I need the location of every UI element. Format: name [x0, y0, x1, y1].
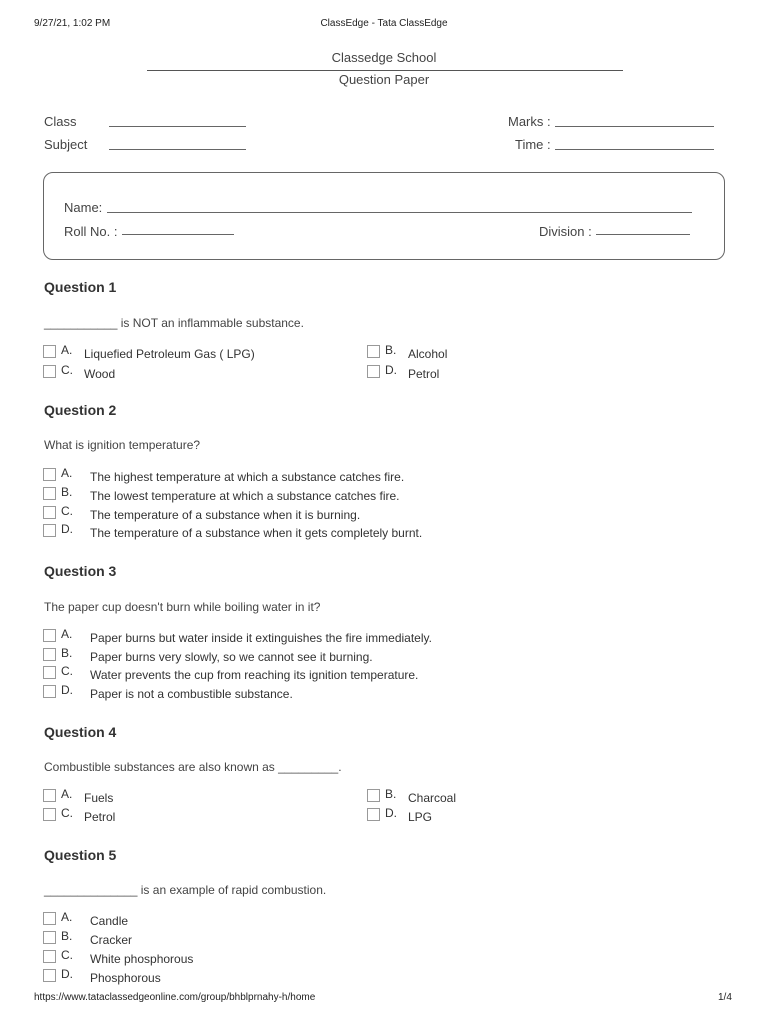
checkbox[interactable]	[43, 648, 56, 661]
checkbox[interactable]	[43, 969, 56, 982]
question-text: ______________ is an example of rapid combustion.	[44, 883, 327, 897]
time-blank	[555, 149, 714, 150]
checkbox[interactable]	[43, 789, 56, 802]
question-text: ___________ is NOT an inflammable substance.	[44, 316, 304, 330]
name-blank	[107, 212, 692, 213]
marks-blank	[555, 126, 714, 127]
print-datetime: 9/27/21, 1:02 PM	[34, 18, 111, 29]
checkbox[interactable]	[43, 912, 56, 925]
question-text: Combustible substances are also known as _________.	[44, 760, 342, 774]
checkbox[interactable]	[43, 506, 56, 519]
checkbox[interactable]	[43, 931, 56, 944]
checkbox[interactable]	[367, 345, 380, 358]
question-text: What is ignition temperature?	[44, 438, 201, 452]
checkbox[interactable]	[43, 487, 56, 500]
class-blank	[109, 126, 246, 127]
division-label: Division :	[539, 224, 592, 239]
roll-label: Roll No. :	[64, 224, 118, 239]
checkbox[interactable]	[43, 666, 56, 679]
header-divider	[147, 70, 623, 71]
time-label: Time :	[515, 137, 551, 152]
checkbox[interactable]	[43, 950, 56, 963]
question-title: Question 3	[44, 563, 117, 579]
checkbox[interactable]	[43, 808, 56, 821]
checkbox[interactable]	[43, 345, 56, 358]
checkbox[interactable]	[43, 685, 56, 698]
question-title: Question 2	[44, 402, 117, 418]
subject-blank	[109, 149, 246, 150]
print-page-number: 1/4	[718, 992, 732, 1003]
subject-label: Subject	[44, 137, 88, 152]
checkbox[interactable]	[367, 365, 380, 378]
question-title: Question 1	[44, 279, 117, 295]
checkbox[interactable]	[43, 468, 56, 481]
checkbox[interactable]	[43, 629, 56, 642]
question-title: Question 5	[44, 847, 117, 863]
name-label: Name:	[64, 200, 103, 215]
marks-label: Marks :	[508, 114, 551, 129]
checkbox[interactable]	[43, 365, 56, 378]
student-info-box	[43, 172, 725, 260]
division-blank	[596, 234, 690, 235]
school-name: Classedge School	[331, 50, 437, 65]
print-url: https://www.tataclassedgeonline.com/group/bhblprnahy-h/home	[34, 992, 316, 1003]
class-label: Class	[44, 114, 77, 129]
checkbox[interactable]	[367, 808, 380, 821]
roll-blank	[122, 234, 234, 235]
checkbox[interactable]	[367, 789, 380, 802]
paper-title: Question Paper	[338, 72, 430, 87]
print-page-title: ClassEdge - Tata ClassEdge	[320, 18, 448, 29]
checkbox[interactable]	[43, 524, 56, 537]
question-text: The paper cup doesn't burn while boiling water in it?	[44, 600, 321, 614]
question-title: Question 4	[44, 724, 117, 740]
